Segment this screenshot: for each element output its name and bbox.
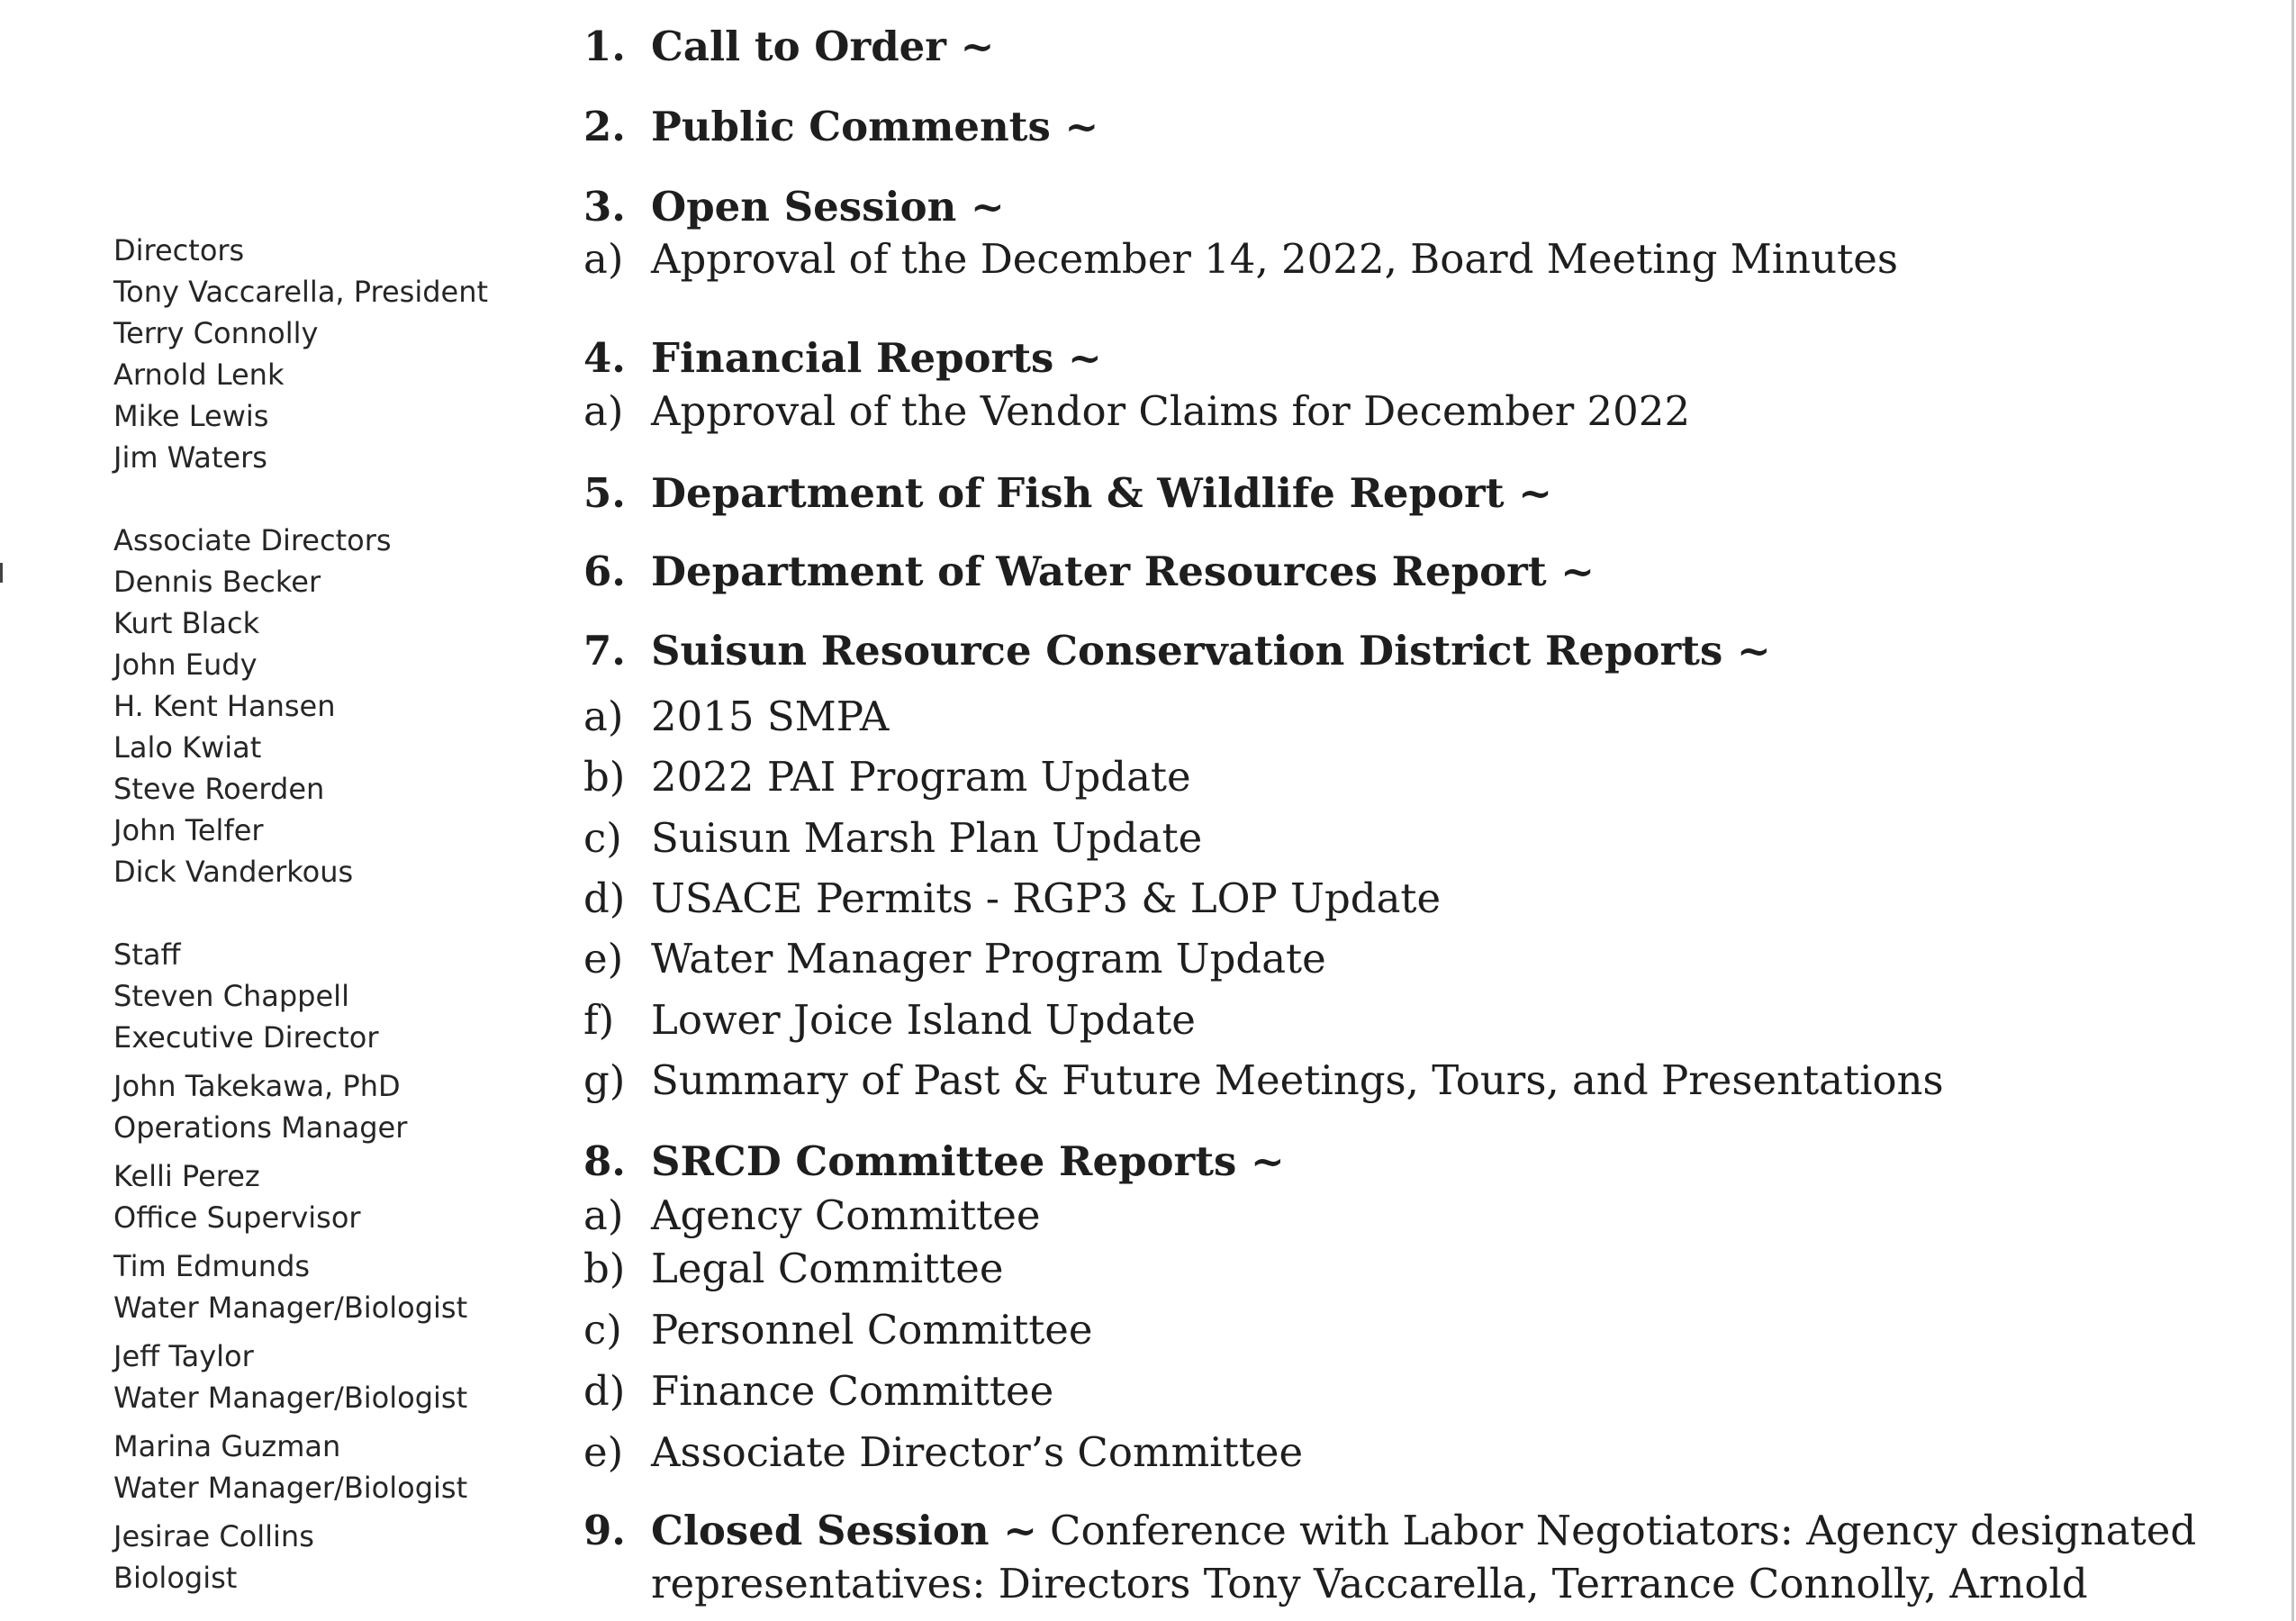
subitem-text: Approval of the December 14, 2022, Board Meeting Minutes	[651, 235, 1898, 283]
subitem-text: Summary of Past & Future Meetings, Tours, and Presentations	[651, 1056, 1944, 1104]
agenda-subitem	[583, 1427, 1303, 1478]
staff-group	[113, 934, 510, 1598]
agenda-item-committee-reports	[583, 1137, 1285, 1187]
subitem-text: 2022 PAI Program Update	[651, 753, 1191, 801]
item-title: SRCD Committee Reports ~	[651, 1137, 1285, 1185]
agenda-subitem	[583, 386, 1690, 437]
item-number: 8.	[583, 1137, 626, 1185]
agenda-subitem	[583, 1244, 1004, 1294]
subitem-text: Water Manager Program Update	[651, 935, 1326, 983]
item-title: Financial Reports ~	[651, 334, 1102, 382]
staff-title: Executive Director	[113, 1020, 379, 1055]
agenda-subitem	[583, 1366, 1053, 1417]
item-title: Public Comments ~	[651, 103, 1099, 150]
subitem-letter: c)	[583, 1306, 622, 1354]
subitem-letter: e)	[583, 1428, 624, 1476]
staff-title: Water Manager/Biologist	[113, 1290, 468, 1325]
associate-directors-group	[113, 520, 510, 892]
agenda-item-public-comments	[583, 102, 1098, 152]
associate-director-name: H. Kent Hansen	[113, 689, 336, 723]
agenda-item-call-to-order	[583, 22, 994, 72]
staff-name: Marina Guzman	[113, 1429, 341, 1463]
subitem-letter: d)	[583, 1367, 626, 1415]
item-number: 7.	[583, 627, 626, 675]
closed-session-body-line: representatives: Directors Tony Vaccarella, Terrance Connolly, Arnold	[651, 1560, 2088, 1607]
item-number: 6.	[583, 548, 626, 595]
associate-directors-heading: Associate Directors	[113, 523, 392, 557]
subitem-letter: c)	[583, 814, 622, 862]
subitem-text: Legal Committee	[651, 1245, 1004, 1292]
item-number: 9.	[583, 1507, 626, 1554]
staff-title: Biologist	[113, 1561, 238, 1595]
agenda-item-srcd-reports	[583, 626, 1771, 676]
subitem-letter: a)	[583, 235, 624, 283]
agenda-subitem	[583, 1191, 1041, 1241]
subitem-text: 2015 SMPA	[651, 693, 890, 740]
item-title: Department of Fish & Wildlife Report ~	[651, 469, 1552, 517]
agenda-subitem	[583, 752, 1191, 802]
agenda-subitem	[583, 1305, 1093, 1355]
subitem-letter: d)	[583, 874, 626, 922]
subitem-letter: a)	[583, 1191, 624, 1239]
item-title: Suisun Resource Conservation District Reports ~	[651, 627, 1771, 675]
subitem-text: Associate Director’s Committee	[651, 1428, 1304, 1476]
director-name: Jim Waters	[113, 440, 267, 475]
subitem-letter: b)	[583, 1245, 626, 1292]
staff-title: Water Manager/Biologist	[113, 1381, 468, 1415]
staff-member	[113, 975, 510, 1058]
item-number: 2.	[583, 103, 626, 150]
director-name: Tony Vaccarella, President	[113, 275, 489, 309]
associate-director-name: John Eudy	[113, 647, 258, 682]
subitem-text: Personnel Committee	[651, 1306, 1093, 1354]
staff-title: Water Manager/Biologist	[113, 1471, 468, 1505]
item-number: 3.	[583, 183, 626, 231]
agenda-item-financial-reports	[583, 333, 1102, 384]
subitem-text: Approval of the Vendor Claims for December 2022	[651, 387, 1691, 435]
subitem-text: Suisun Marsh Plan Update	[651, 814, 1203, 862]
staff-name: Steven Chappell	[113, 979, 349, 1013]
associate-director-name: Kurt Black	[113, 606, 260, 640]
item-number: 1.	[583, 23, 626, 70]
staff-name: Kelli Perez	[113, 1159, 260, 1193]
associate-director-name: Steve Roerden	[113, 772, 325, 806]
agenda-item-water-resources	[583, 547, 1595, 597]
agenda-subitem	[583, 234, 1898, 285]
staff-name: John Takekawa, PhD	[113, 1069, 401, 1103]
agenda-subitem	[583, 934, 1326, 984]
scan-edge-mark	[0, 563, 3, 583]
staff-name: Jeff Taylor	[113, 1339, 254, 1373]
director-name: Terry Connolly	[113, 316, 319, 350]
staff-title: Operations Manager	[113, 1110, 408, 1145]
subitem-text: USACE Permits - RGP3 & LOP Update	[651, 874, 1442, 922]
staff-member	[113, 1336, 510, 1418]
scan-right-edge	[2291, 0, 2294, 1621]
staff-name: Jesirae Collins	[113, 1519, 314, 1553]
subitem-letter: f)	[583, 996, 615, 1044]
agenda-subitem	[583, 813, 1202, 864]
roster-sidebar	[113, 230, 510, 1621]
subitem-text: Finance Committee	[651, 1367, 1054, 1415]
associate-director-name: Dennis Becker	[113, 565, 321, 599]
subitem-letter: b)	[583, 753, 626, 801]
item-title: Call to Order ~	[651, 23, 995, 70]
item-title: Open Session ~	[651, 183, 1005, 231]
associate-director-name: Lalo Kwiat	[113, 730, 262, 765]
director-name: Arnold Lenk	[113, 358, 285, 392]
staff-name: Tim Edmunds	[113, 1249, 311, 1283]
directors-group	[113, 230, 510, 478]
item-number: 5.	[583, 469, 626, 517]
subitem-text: Agency Committee	[651, 1191, 1041, 1239]
agenda-item-fish-wildlife	[583, 468, 1552, 519]
subitem-letter: e)	[583, 935, 624, 983]
staff-title: Office Supervisor	[113, 1200, 361, 1235]
staff-heading: Staff	[113, 937, 181, 972]
staff-member	[113, 1155, 510, 1238]
subitem-letter: a)	[583, 693, 624, 740]
director-name: Mike Lewis	[113, 399, 269, 433]
agenda-subitem	[583, 692, 889, 742]
directors-heading: Directors	[113, 233, 245, 267]
agenda-subitem	[583, 874, 1441, 924]
associate-director-name: John Telfer	[113, 813, 264, 847]
staff-member	[113, 1426, 510, 1508]
agenda-item-open-session	[583, 182, 1005, 232]
item-title: Department of Water Resources Report ~	[651, 548, 1595, 595]
closed-session-body-line: Conference with Labor Negotiators: Agency designated	[1050, 1507, 2197, 1554]
agenda-item-closed-session	[583, 1506, 2196, 1556]
subitem-text: Lower Joice Island Update	[651, 996, 1196, 1044]
item-title: Closed Session ~	[651, 1507, 1038, 1554]
subitem-letter: a)	[583, 387, 624, 435]
subitem-letter: g)	[583, 1056, 626, 1104]
staff-member	[113, 1065, 510, 1148]
agenda-subitem	[583, 1055, 1944, 1106]
staff-member	[113, 1516, 510, 1598]
item-number: 4.	[583, 334, 626, 382]
associate-director-name: Dick Vanderkous	[113, 855, 354, 889]
staff-member	[113, 1245, 510, 1328]
agenda-subitem	[583, 995, 1196, 1046]
